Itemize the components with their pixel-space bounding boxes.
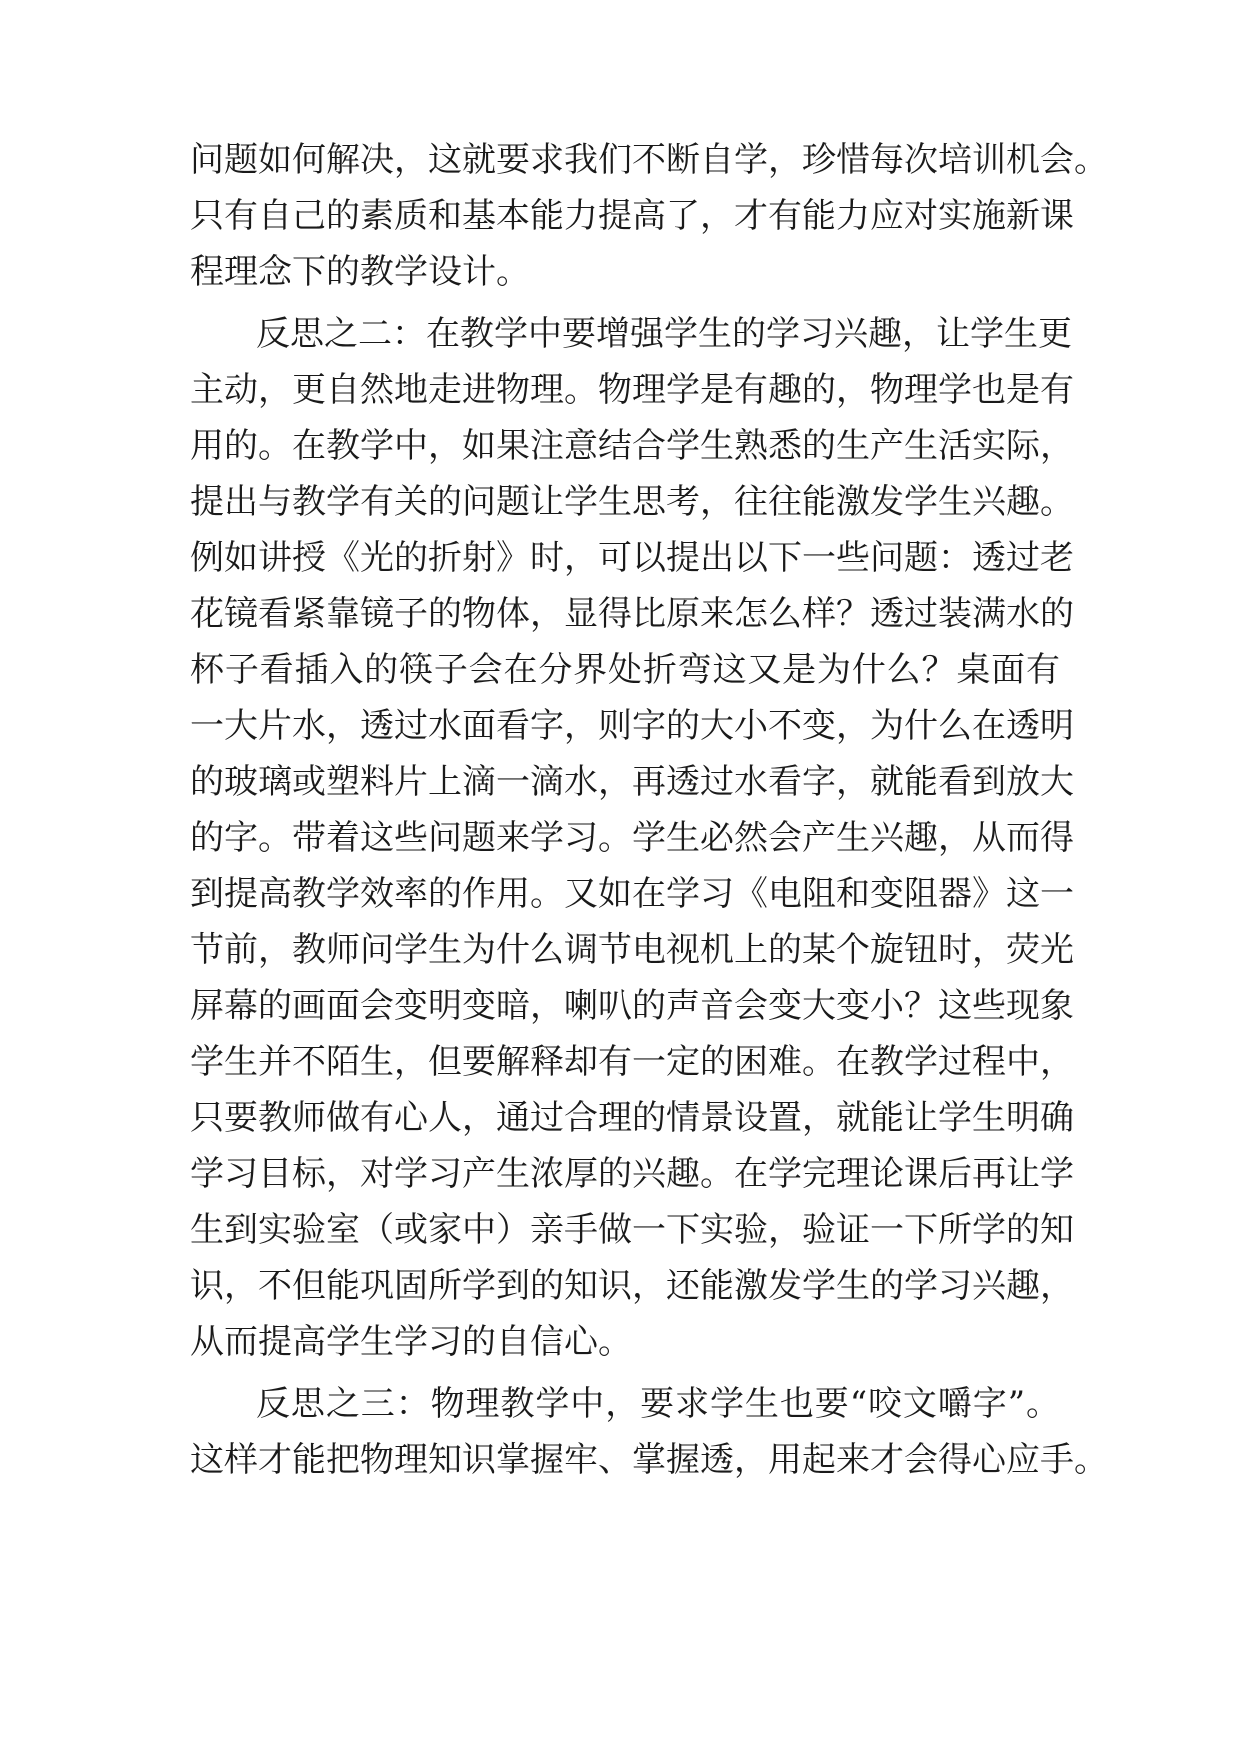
paragraph [190,1376,1108,1488]
text-line: 提出与教学有关的问题让学生思考，往往能激发学生兴趣。 [190,482,1074,522]
text-line: 学生并不陌生，但要解释却有一定的困难。在教学过程中， [190,1042,1074,1082]
document-body [190,132,1108,1488]
text-line: 学习目标，对学习产生浓厚的兴趣。在学完理论课后再让学 [190,1154,1074,1194]
text-line: 屏幕的画面会变明变暗，喇叭的声音会变大变小？这些现象 [190,986,1074,1026]
text-line: 程理念下的教学设计。 [190,252,530,292]
text-line: 花镜看紧靠镜子的物体，显得比原来怎么样？透过装满水的 [190,594,1074,634]
text-line: 例如讲授《光的折射》时，可以提出以下一些问题：透过老 [190,538,1074,578]
text-line: 识，不但能巩固所学到的知识，还能激发学生的学习兴趣， [190,1266,1074,1306]
text-line: 只有自己的素质和基本能力提高了，才有能力应对实施新课 [190,196,1074,236]
text-line: 的字。带着这些问题来学习。学生必然会产生兴趣，从而得 [190,818,1074,858]
text-line: 杯子看插入的筷子会在分界处折弯这又是为什么？桌面有 [190,650,1060,690]
text-line: 从而提高学生学习的自信心。 [190,1322,632,1362]
text-line: 到提高教学效率的作用。又如在学习《电阻和变阻器》这一 [190,874,1074,914]
text-line: 用的。在教学中，如果注意结合学生熟悉的生产生活实际， [190,426,1074,466]
paragraph [190,306,1074,1370]
text-line: 这样才能把物理知识掌握牢、掌握透，用起来才会得心应手。 [190,1440,1108,1480]
text-line: 的玻璃或塑料片上滴一滴水，再透过水看字，就能看到放大 [190,762,1074,802]
text-line: 问题如何解决，这就要求我们不断自学，珍惜每次培训机会。 [190,140,1108,180]
text-line: 生到实验室（或家中）亲手做一下实验，验证一下所学的知 [190,1210,1074,1250]
paragraph [190,132,1108,300]
text-line: 一大片水，透过水面看字，则字的大小不变，为什么在透明 [190,706,1074,746]
text-line: 反思之三：物理教学中，要求学生也要“咬文嚼字”。 [256,1384,1060,1424]
text-line: 节前，教师问学生为什么调节电视机上的某个旋钮时，荧光 [190,930,1074,970]
text-line: 反思之二：在教学中要增强学生的学习兴趣，让学生更 [256,314,1072,354]
text-line: 主动，更自然地走进物理。物理学是有趣的，物理学也是有 [190,370,1074,410]
text-line: 只要教师做有心人，通过合理的情景设置，就能让学生明确 [190,1098,1074,1138]
